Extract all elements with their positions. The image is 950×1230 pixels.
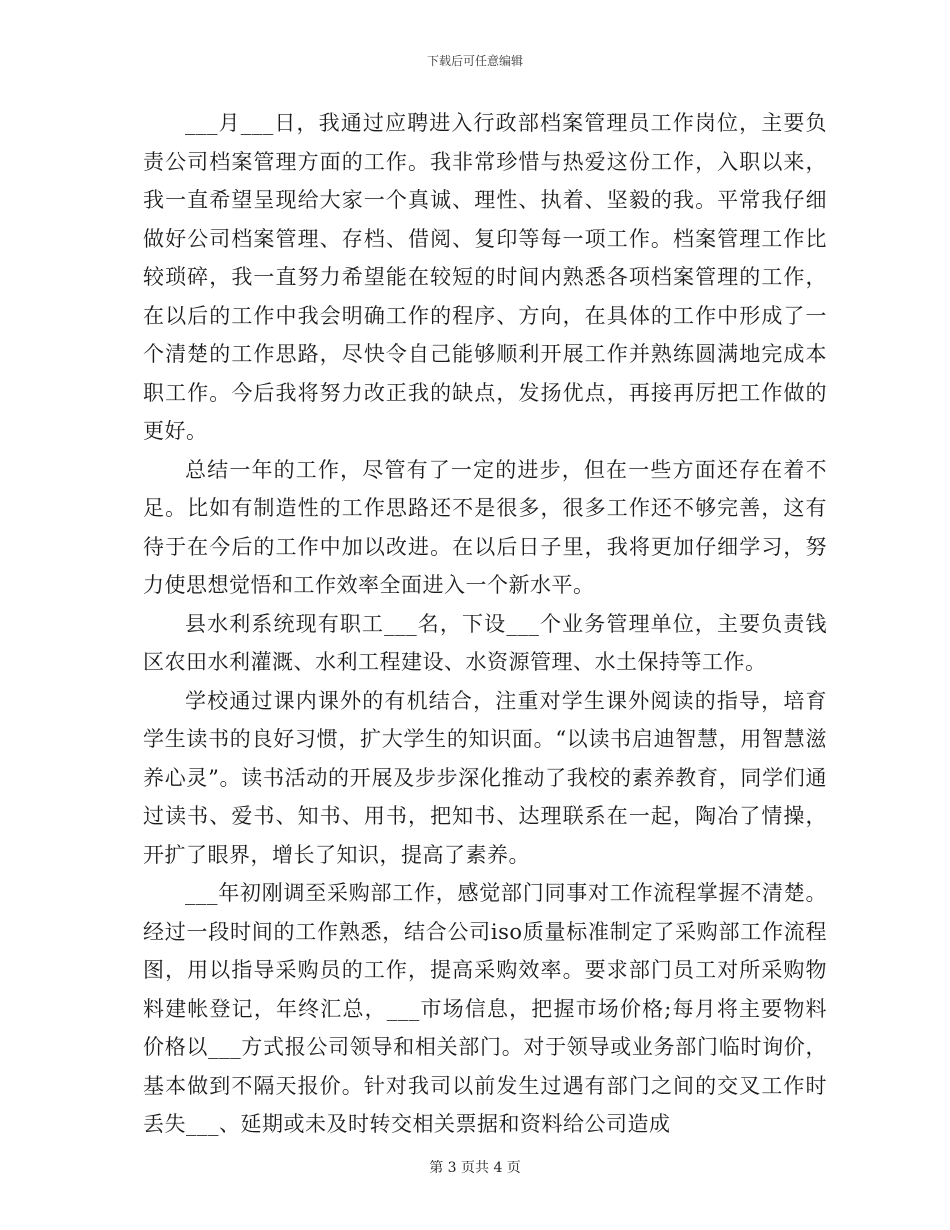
paragraph-year-summary: 总结一年的工作，尽管有了一定的进步，但在一些方面还存在着不足。比如有制造性的工作思路还不是很多，很多工作还不够完善，这有待于在今后的工作中加以改进。在以后日子里，我将更加仔细学习，努力使思想觉悟和工作效率全面进入一个新水平。	[143, 457, 827, 597]
document-body	[143, 104, 827, 1144]
paragraph-archive-job: ___月___日，我通过应聘进入行政部档案管理员工作岗位，主要负责公司档案管理方面的工作。我非常珍惜与热爱这份工作，入职以来，我一直希望呈现给大家一个真诚、理性、执着、坚毅的我。平常我仔细做好公司档案管理、存档、借阅、复印等每一项工作。档案管理工作比较琐碎，我一直努力希望能在较短的时间内熟悉各项档案管理的工作，在以后的工作中我会明确工作的程序、方向，在具体的工作中形成了一个清楚的工作思路，尽快令自己能够顺利开展工作并熟练圆满地完成本职工作。今后我将努力改正我的缺点，发扬优点，再接再厉把工作做的更好。	[143, 111, 827, 443]
paragraph-water-system: 县水利系统现有职工___名，下设___个业务管理单位，主要负责钱区农田水利灌溉、水利工程建设、水资源管理、水土保持等工作。	[143, 611, 827, 674]
paragraph-purchasing: ___年初刚调至采购部工作，感觉部门同事对工作流程掌握不清楚。经过一段时间的工作熟悉，结合公司iso质量标准制定了采购部工作流程图，用以指导采购员的工作，提高采购效率。要求部门员工对所采购物料建帐登记，年终汇总，___市场信息，把握市场价格;每月将主要物料价格以___方式报公司领导和相关部门。对于领导或业务部门临时询价，基本做到不隔天报价。针对我司以前发生过遇有部门之间的交叉工作时丢失___、延期或未及时转交相关票据和资料给公司造成	[143, 881, 827, 1136]
page-number: 第 3 页共 4 页	[429, 1160, 521, 1176]
paragraph-school-reading: 学校通过课内课外的有机结合，注重对学生课外阅读的指导，培育学生读书的良好习惯，扩大学生的知识面。“以读书启迪智慧，用智慧滋养心灵”。读书活动的开展及步步深化推动了我校的素养教育，同学们通过读书、爱书、知书、用书，把知书、达理联系在一起，陶冶了情操，开扩了眼界，增长了知识，提高了素养。	[143, 688, 827, 867]
page-header-note: 下载后可任意编辑	[426, 54, 523, 68]
